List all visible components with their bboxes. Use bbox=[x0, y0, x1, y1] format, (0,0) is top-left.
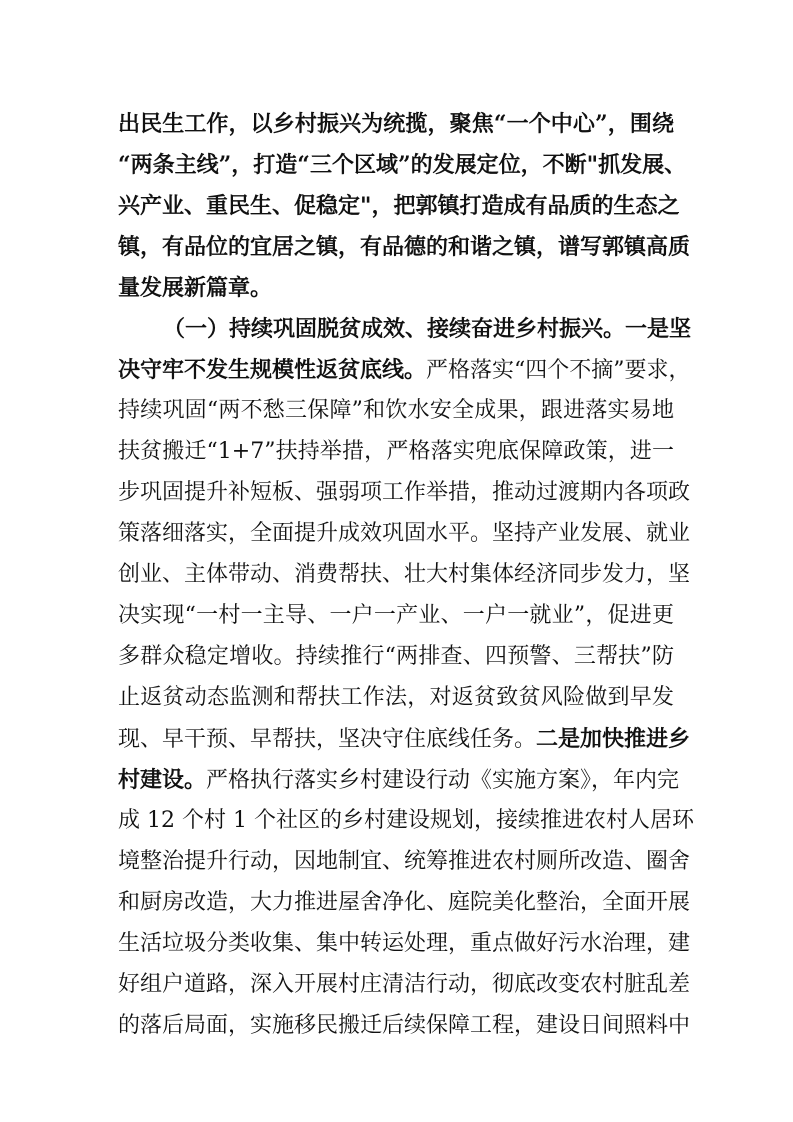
text-segment: 持续巩固“两不愁三保障”和饮水安全成果，跟进落实易地 bbox=[118, 398, 674, 423]
text-line bbox=[118, 965, 691, 1005]
bold-text-segment: “两条主线”，打造“三个区域”的发展定位，不断"抓发展、 bbox=[118, 152, 687, 178]
text-line bbox=[118, 801, 694, 841]
text-line bbox=[118, 473, 691, 513]
text-segment: 生活垃圾分类收集、集中转运处理，重点做好污水治理，建 bbox=[118, 931, 691, 956]
bold-text-segment: 量发展新篇章。 bbox=[118, 275, 273, 301]
text-line bbox=[118, 391, 674, 431]
bold-text-segment: 镇，有品位的宜居之镇，有品德的和谐之镇，谱写郭镇高质 bbox=[118, 234, 691, 260]
text-line bbox=[118, 842, 691, 882]
bold-text-segment: 兴产业、重民生、促稳定"，把郭镇打造成有品质的生态之 bbox=[118, 193, 680, 219]
text-segment: 策落细落实，全面提升成效巩固水平。坚持产业发展、就业 bbox=[118, 521, 691, 546]
text-line bbox=[118, 719, 691, 759]
text-line bbox=[118, 268, 674, 308]
text-line bbox=[118, 924, 691, 964]
bold-text-segment: 二是加快推进乡 bbox=[536, 726, 691, 752]
text-segment: 成 12 个村 1 个社区的乡村建设规划，接续推进农村人居环 bbox=[118, 808, 694, 833]
text-segment: 好组户道路，深入开展村庄清洁行动，彻底改变农村脏乱差 bbox=[118, 972, 691, 997]
text-line bbox=[118, 637, 674, 677]
text-segment: 严格落实“四个不摘”要求， bbox=[426, 358, 691, 383]
text-line bbox=[118, 432, 674, 472]
bold-text-segment: 村建设。 bbox=[118, 767, 207, 793]
text-line bbox=[118, 145, 687, 185]
text-segment: 和厨房改造，大力推进屋舍净化、庭院美化整治，全面开展 bbox=[118, 890, 691, 915]
text-segment: 扶贫搬迁“1+7”扶持举措，严格落实兜底保障政策，进一 bbox=[118, 439, 674, 464]
text-line bbox=[118, 514, 691, 554]
text-segment: 止返贫动态监测和帮扶工作法，对返贫致贫风险做到早发 bbox=[118, 685, 674, 710]
text-line bbox=[118, 883, 691, 923]
text-line bbox=[118, 104, 674, 144]
text-line bbox=[118, 227, 691, 267]
bold-text-segment: 决守牢不发生规模性返贫底线。 bbox=[118, 357, 427, 383]
text-segment: 创业、主体带动、消费帮扶、壮大村集体经济同步发力，坚 bbox=[118, 562, 691, 587]
text-segment: 严格执行落实乡村建设行动《实施方案》，年内完 bbox=[206, 768, 680, 793]
text-line bbox=[118, 760, 680, 800]
bold-text-segment: （一）持续巩固脱贫成效、接续奋进乡村振兴。一是坚 bbox=[163, 316, 692, 342]
text-segment: 多群众稳定增收。持续推行“两排查、四预警、三帮扶”防 bbox=[118, 644, 674, 669]
text-line bbox=[118, 1006, 691, 1046]
bold-text-segment: 出民生工作，以乡村振兴为统揽，聚焦“一个中心”，围绕 bbox=[118, 111, 674, 137]
text-line bbox=[118, 596, 674, 636]
text-segment: 步巩固提升补短板、强弱项工作举措，推动过渡期内各项政 bbox=[118, 480, 691, 505]
text-line bbox=[118, 678, 674, 718]
text-segment: 境整治提升行动，因地制宜、统筹推进农村厕所改造、圈舍 bbox=[118, 849, 691, 874]
text-line bbox=[163, 309, 692, 349]
text-segment: 决实现“一村一主导、一户一产业、一户一就业”，促进更 bbox=[118, 603, 674, 628]
text-line bbox=[118, 350, 691, 390]
text-line bbox=[118, 186, 680, 226]
text-segment: 现、早干预、早帮扶，坚决守住底线任务。 bbox=[118, 727, 537, 752]
text-segment: 的落后局面，实施移民搬迁后续保障工程，建设日间照料中 bbox=[118, 1013, 691, 1038]
text-line bbox=[118, 555, 691, 595]
